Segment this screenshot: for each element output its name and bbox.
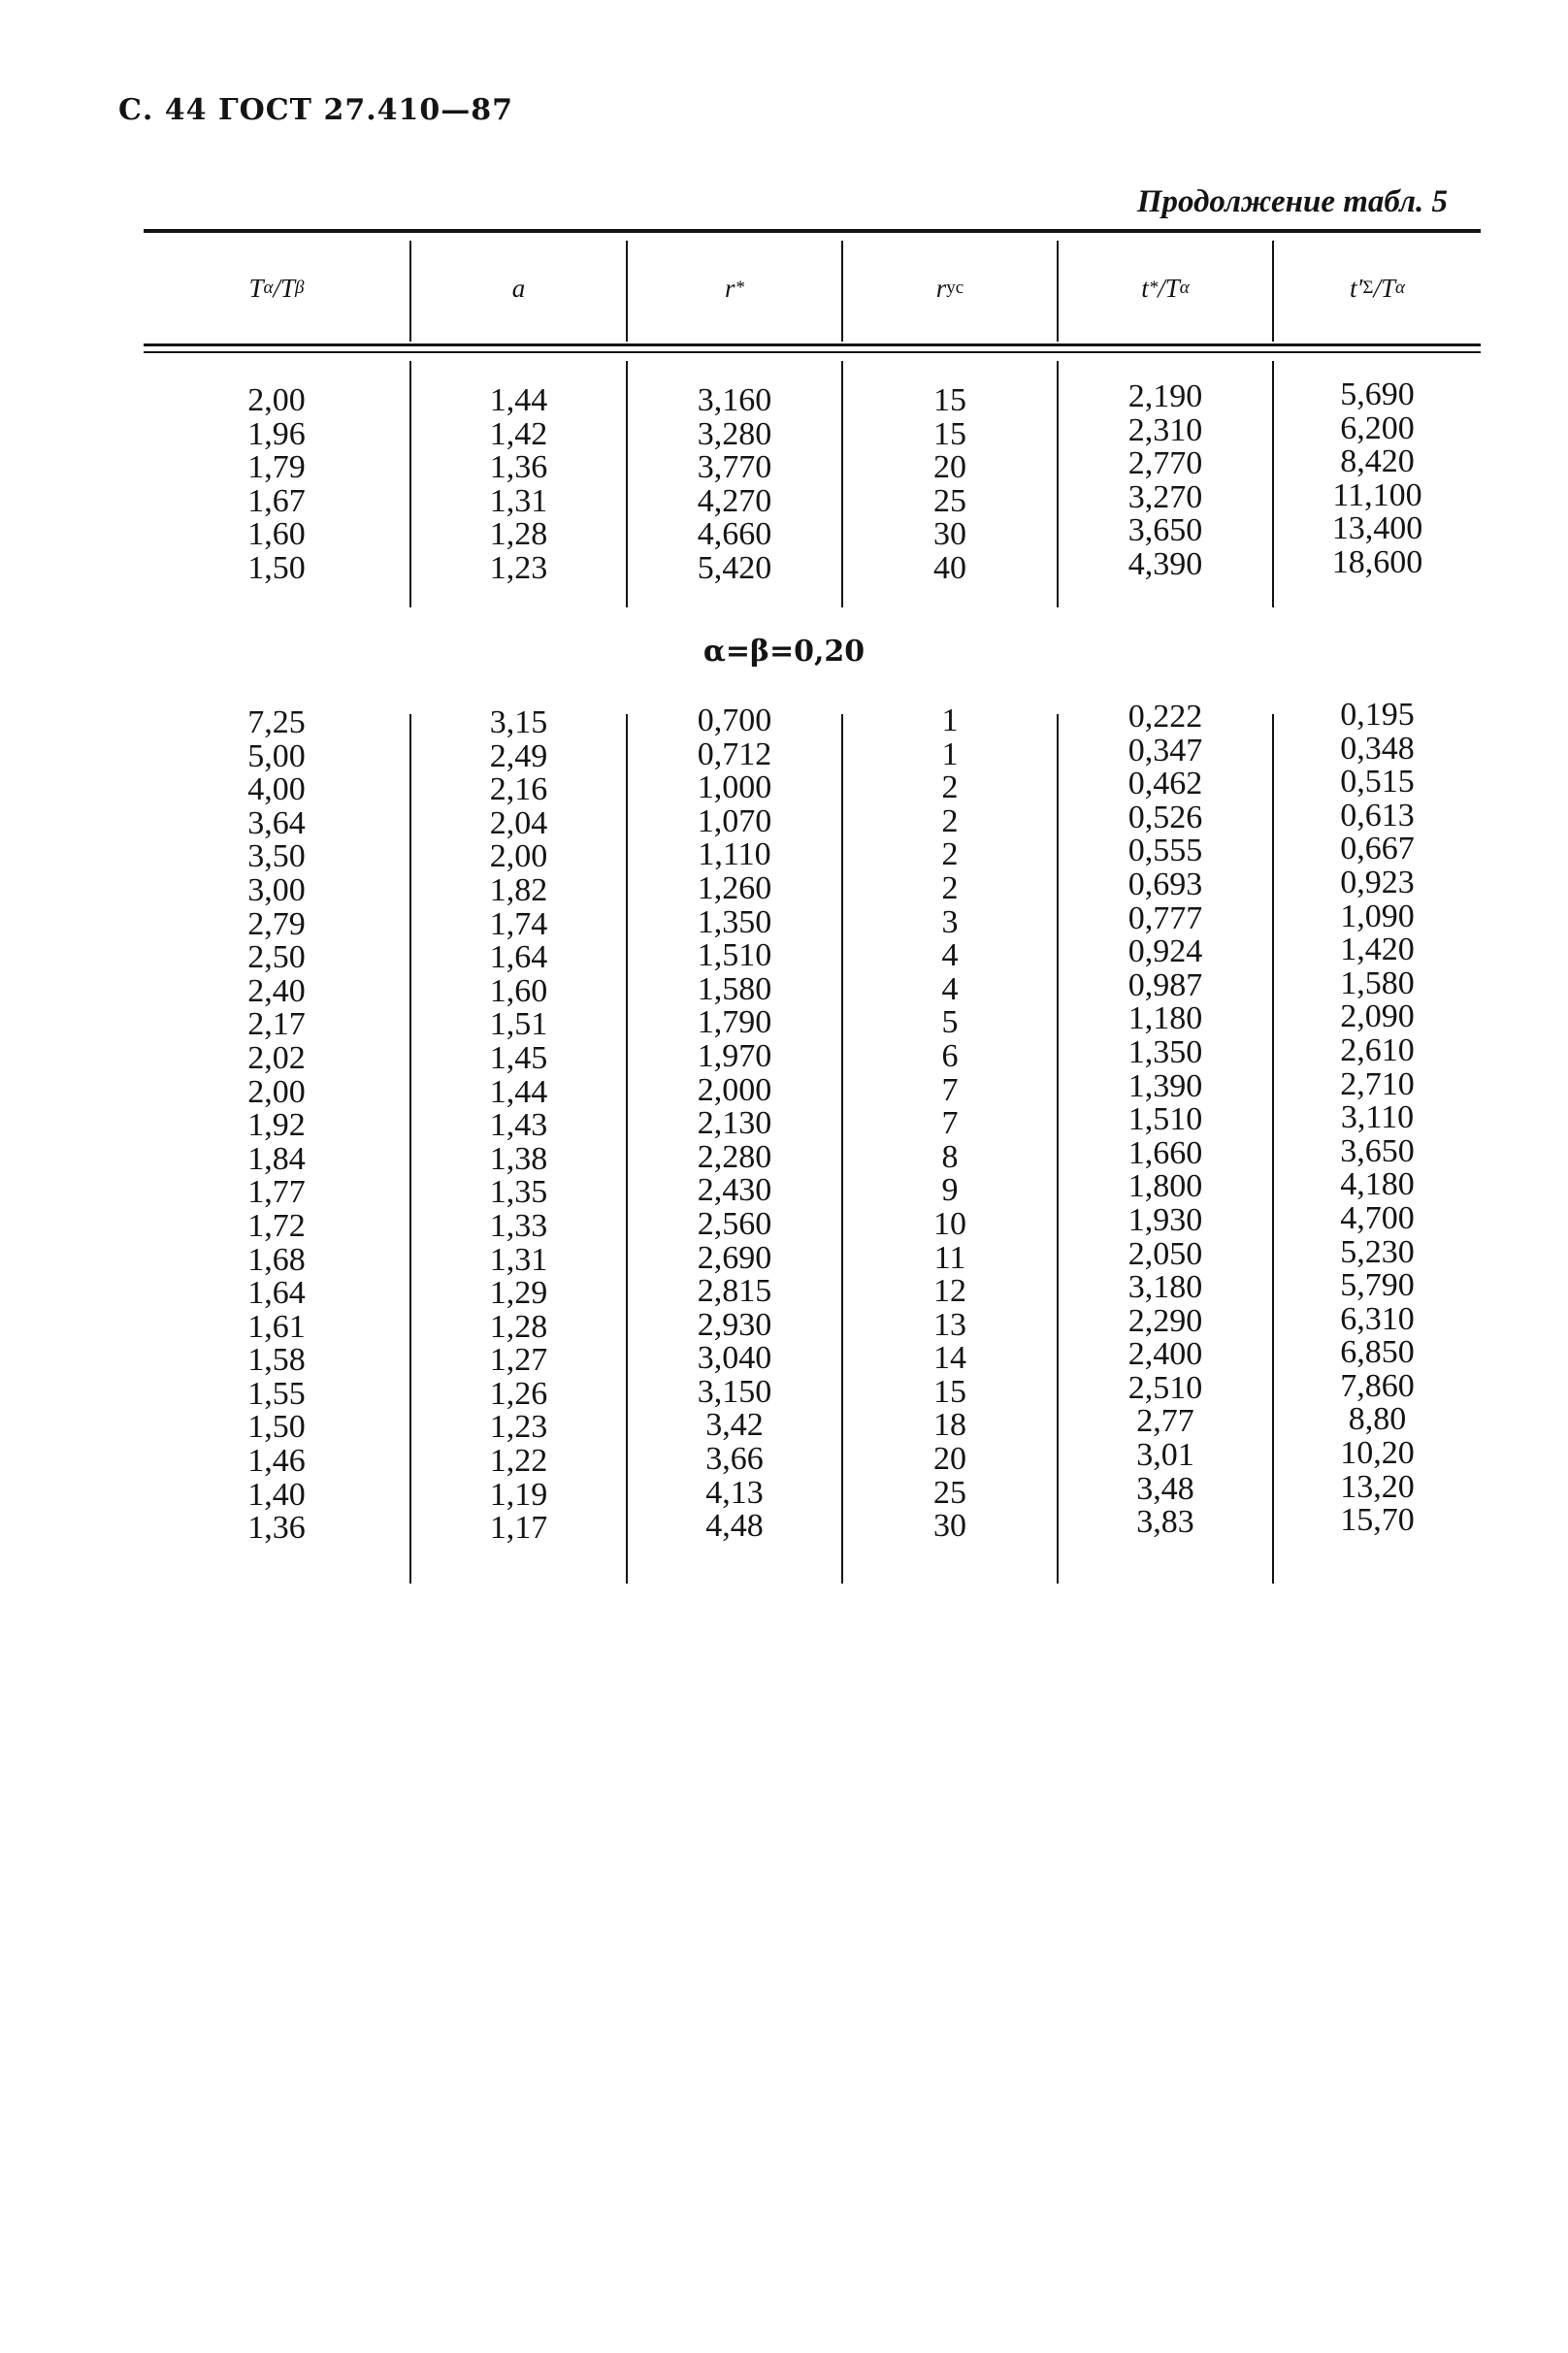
table-cell: 1,22: [489, 1443, 548, 1480]
table-cell: 1,420: [1340, 931, 1415, 968]
table-cell: 40: [933, 549, 966, 586]
table-cell: 1,72: [247, 1207, 306, 1244]
table-cell: 1,180: [1127, 1000, 1203, 1037]
table-cell: 3,00: [247, 871, 306, 908]
header-bottom-rule: [144, 343, 1481, 346]
table-cell: 3,66: [705, 1441, 764, 1478]
table-cell: 15: [933, 1373, 966, 1410]
table-cell: 1,44: [489, 382, 548, 418]
header-t-star-ta: t * /T α: [1141, 273, 1190, 303]
table-cell: 0,923: [1340, 864, 1415, 900]
table-cell: 0,462: [1127, 766, 1203, 802]
table-cell: 1,55: [247, 1375, 306, 1412]
table-cell: 1: [941, 703, 959, 738]
table-cell: 1,28: [489, 1308, 548, 1345]
table-cell: 2,00: [247, 1073, 306, 1110]
header-r-ys: r ус: [935, 273, 964, 303]
table-cell: 1,96: [247, 415, 306, 452]
header-ta-tb: T α /T β: [248, 273, 305, 303]
table-cell: 1,090: [1340, 898, 1415, 934]
table-cell: 1,61: [247, 1308, 306, 1345]
table-cell: 1,36: [247, 1510, 306, 1547]
section-label: α=β=0,20: [702, 635, 866, 669]
table-cell: 2,510: [1127, 1369, 1203, 1406]
table-cell: 1,68: [247, 1241, 306, 1278]
table-cell: 2,770: [1127, 445, 1203, 482]
table-cell: 2: [941, 802, 959, 839]
table-cell: 2,77: [1136, 1403, 1194, 1440]
table-cell: 13,20: [1340, 1468, 1415, 1505]
table-cell: 1,000: [697, 769, 772, 806]
table-cell: 1: [941, 735, 959, 772]
table-cell: 15,70: [1340, 1502, 1415, 1539]
table-cell: 6,850: [1340, 1334, 1415, 1371]
table-cell: 2,40: [247, 972, 306, 1009]
table-cell: 2: [941, 869, 959, 906]
table-cell: 4,00: [247, 771, 306, 808]
table-cell: 1,800: [1127, 1168, 1203, 1205]
table-cell: 2,130: [697, 1105, 772, 1142]
table-cell: 2,04: [489, 804, 548, 841]
table-cell: 1,84: [247, 1140, 306, 1177]
table-continuation-label: Продолжение табл. 5: [1136, 184, 1448, 219]
table-cell: 6,310: [1340, 1300, 1415, 1337]
table-cell: 2,310: [1127, 411, 1203, 448]
table-cell: 7,25: [247, 704, 306, 740]
table-cell: 4,270: [697, 482, 772, 519]
table-cell: 1,660: [1127, 1134, 1203, 1171]
column-ta-tb: [144, 706, 409, 1546]
table-cell: 5,00: [247, 737, 306, 774]
table-cell: 2,815: [697, 1273, 772, 1310]
table-cell: 25: [933, 482, 966, 519]
table-cell: 2,090: [1340, 998, 1415, 1035]
table-cell: 1,45: [489, 1039, 548, 1076]
table-cell: 1,60: [489, 972, 548, 1009]
table-cell: 3,150: [697, 1373, 772, 1410]
table-cell: 1,31: [489, 1241, 548, 1278]
table-cell: 2,050: [1127, 1235, 1203, 1272]
table-cell: 7: [941, 1105, 959, 1142]
table-cell: 18: [933, 1407, 966, 1444]
table-cell: 2: [941, 769, 959, 806]
table-cell: 5,230: [1340, 1233, 1415, 1270]
table-cell: 0,347: [1127, 732, 1203, 768]
table-cell: 4,13: [705, 1474, 764, 1511]
table-cell: 1,580: [1340, 964, 1415, 1001]
table-cell: 3,15: [489, 704, 548, 740]
table-cell: 3,270: [1127, 478, 1203, 515]
column-t-star-ta: [1059, 380, 1272, 582]
table-cell: 1,19: [489, 1476, 548, 1513]
table-cell: 0,195: [1340, 697, 1415, 733]
table-cell: 2,560: [697, 1205, 772, 1242]
table-cell: 5,690: [1340, 376, 1415, 412]
table-cell: 1,77: [247, 1174, 306, 1211]
table-cell: 3,770: [697, 449, 772, 486]
table-cell: 1,74: [489, 905, 548, 942]
table-cell: 2,50: [247, 939, 306, 976]
table-cell: 13,400: [1331, 510, 1423, 547]
table-cell: 1,43: [489, 1107, 548, 1144]
table-cell: 4,48: [705, 1508, 764, 1545]
table-cell: 1,38: [489, 1140, 548, 1177]
table-cell: 11,100: [1332, 476, 1422, 513]
table-cell: 1,42: [489, 415, 548, 452]
table-cell: 1,92: [247, 1107, 306, 1144]
table-cell: 1,23: [489, 549, 548, 586]
table-cell: 2: [941, 836, 959, 873]
table-cell: 3,42: [705, 1407, 764, 1444]
table-cell: 1,260: [697, 869, 772, 906]
column-r-ys: [843, 704, 1057, 1544]
page-header: С. 44 ГОСТ 27.410—87: [118, 93, 514, 127]
table-cell: 1,46: [247, 1443, 306, 1480]
table-cell: 2,79: [247, 905, 306, 942]
table-cell: 20: [933, 1441, 966, 1478]
table-cell: 2,190: [1127, 378, 1203, 414]
table-cell: 25: [933, 1474, 966, 1511]
table-cell: 9: [941, 1172, 959, 1209]
table-cell: 8,420: [1340, 443, 1415, 480]
table-cell: 30: [933, 1508, 966, 1545]
table-cell: 2,000: [697, 1071, 772, 1108]
table-cell: 1,64: [489, 939, 548, 976]
table-cell: 2,280: [697, 1138, 772, 1175]
table-cell: 10,20: [1340, 1435, 1415, 1472]
table-cell: 18,600: [1331, 543, 1423, 580]
table-cell: 1,35: [489, 1174, 548, 1211]
table-cell: 3,040: [697, 1340, 772, 1377]
table-cell: 1,350: [697, 903, 772, 940]
table-cell: 3,110: [1340, 1099, 1415, 1136]
table-cell: 2,430: [697, 1172, 772, 1209]
header-bottom-rule-thin: [144, 351, 1481, 353]
table-cell: 1,64: [247, 1275, 306, 1312]
table-cell: 2,290: [1127, 1302, 1203, 1339]
table-cell: 1,930: [1127, 1201, 1203, 1238]
table-cell: 1,31: [489, 482, 548, 519]
table-cell: 0,667: [1340, 831, 1415, 867]
table-cell: 2,02: [247, 1039, 306, 1076]
table-cell: 3,280: [697, 415, 772, 452]
table-cell: 4,390: [1127, 545, 1203, 582]
table-cell: 4: [941, 970, 959, 1007]
table-cell: 0,222: [1127, 699, 1203, 735]
table-cell: 4,180: [1340, 1166, 1415, 1203]
table-cell: 11: [933, 1239, 966, 1276]
table-cell: 1,110: [698, 836, 771, 873]
table-cell: 3,48: [1136, 1470, 1194, 1507]
table-cell: 2,16: [489, 771, 548, 808]
table-cell: 8: [941, 1138, 959, 1175]
table-cell: 5,420: [697, 549, 772, 586]
table-cell: 1,50: [247, 549, 306, 586]
column-t-star-ta: [1059, 701, 1272, 1540]
table-cell: 5,790: [1340, 1267, 1415, 1304]
table-cell: 1,82: [489, 871, 548, 908]
table-cell: 3: [941, 903, 959, 940]
table-cell: 1,67: [247, 482, 306, 519]
column-ta-tb: [144, 384, 409, 586]
table-cell: 2,49: [489, 737, 548, 774]
table-cell: 0,515: [1340, 764, 1415, 801]
table-cell: 1,51: [489, 1006, 548, 1043]
table-cell: 1,27: [489, 1342, 548, 1379]
table-cell: 0,693: [1127, 866, 1203, 902]
table-cell: 0,348: [1340, 730, 1415, 767]
table-cell: 15: [933, 382, 966, 418]
table-cell: 1,40: [247, 1476, 306, 1513]
table-cell: 14: [933, 1340, 966, 1377]
table-cell: 0,777: [1127, 899, 1203, 936]
table-cell: 1,970: [697, 1037, 772, 1074]
table-cell: 1,17: [489, 1510, 548, 1547]
table-cell: 1,36: [489, 449, 548, 486]
table-cell: 5: [941, 1004, 959, 1041]
column-a: [411, 384, 626, 586]
table-cell: 2,690: [697, 1239, 772, 1276]
table-cell: 1,44: [489, 1073, 548, 1110]
table-cell: 0,987: [1127, 966, 1203, 1003]
table-cell: 4,700: [1340, 1199, 1415, 1236]
table-cell: 3,160: [697, 382, 772, 418]
table-cell: 4,660: [697, 516, 772, 553]
table-cell: 7: [941, 1071, 959, 1108]
table-cell: 2,610: [1340, 1031, 1415, 1068]
table-cell: 3,650: [1340, 1132, 1415, 1169]
table-cell: 3,650: [1127, 512, 1203, 549]
table-cell: 6,200: [1340, 409, 1415, 446]
table-cell: 0,613: [1340, 797, 1415, 833]
table-cell: 6: [941, 1037, 959, 1074]
table-cell: 30: [933, 516, 966, 553]
table-cell: 1,580: [697, 970, 772, 1007]
column-r-ys: [843, 384, 1057, 586]
table-cell: 1,510: [697, 937, 772, 974]
column-r-star: [628, 384, 841, 586]
table-cell: 1,510: [1127, 1101, 1203, 1138]
table-cell: 4: [941, 937, 959, 974]
table-cell: 2,400: [1127, 1336, 1203, 1373]
table-cell: 2,710: [1340, 1065, 1415, 1102]
table-cell: 3,83: [1136, 1504, 1194, 1541]
table-cell: 13: [933, 1306, 966, 1343]
table-cell: 7,860: [1340, 1367, 1415, 1404]
table-cell: 1,29: [489, 1275, 548, 1312]
column-t-sigma-ta: [1274, 378, 1481, 580]
table-cell: 0,555: [1127, 833, 1203, 869]
table-cell: 1,28: [489, 516, 548, 553]
table-cell: 1,350: [1127, 1033, 1203, 1070]
table-cell: 15: [933, 415, 966, 452]
table-cell: 1,50: [247, 1409, 306, 1446]
table-cell: 1,070: [697, 802, 772, 839]
column-t-sigma-ta: [1274, 699, 1481, 1538]
column-a: [411, 706, 626, 1546]
table-cell: 1,33: [489, 1207, 548, 1244]
table-cell: 1,390: [1127, 1067, 1203, 1104]
header-a: a: [511, 273, 526, 303]
table-cell: 2,17: [247, 1006, 306, 1043]
table-cell: 0,712: [697, 735, 772, 772]
table-cell: 0,700: [697, 703, 772, 738]
table-cell: 3,50: [247, 838, 306, 875]
table-cell: 1,79: [247, 449, 306, 486]
table-cell: 2,00: [247, 382, 306, 418]
column-r-star: [628, 704, 841, 1544]
table-cell: 2,00: [489, 838, 548, 875]
table-cell: 0,924: [1127, 933, 1203, 970]
table-cell: 1,26: [489, 1375, 548, 1412]
table-cell: 3,64: [247, 804, 306, 841]
table-cell: 20: [933, 449, 966, 486]
table-cell: 10: [933, 1205, 966, 1242]
table-cell: 2,930: [697, 1306, 772, 1343]
header-t-sigma-ta: t′ Σ /T α: [1350, 273, 1405, 303]
table-cell: 1,790: [697, 1004, 772, 1041]
table-cell: 8,80: [1348, 1401, 1407, 1438]
table-cell: 12: [933, 1273, 966, 1310]
table-cell: 0,526: [1127, 799, 1203, 835]
header-r-star: r *: [724, 273, 744, 303]
table-cell: 1,58: [247, 1342, 306, 1379]
table-cell: 3,180: [1127, 1269, 1203, 1306]
table-cell: 1,60: [247, 516, 306, 553]
table-cell: 1,23: [489, 1409, 548, 1446]
table-cell: 3,01: [1136, 1437, 1194, 1474]
